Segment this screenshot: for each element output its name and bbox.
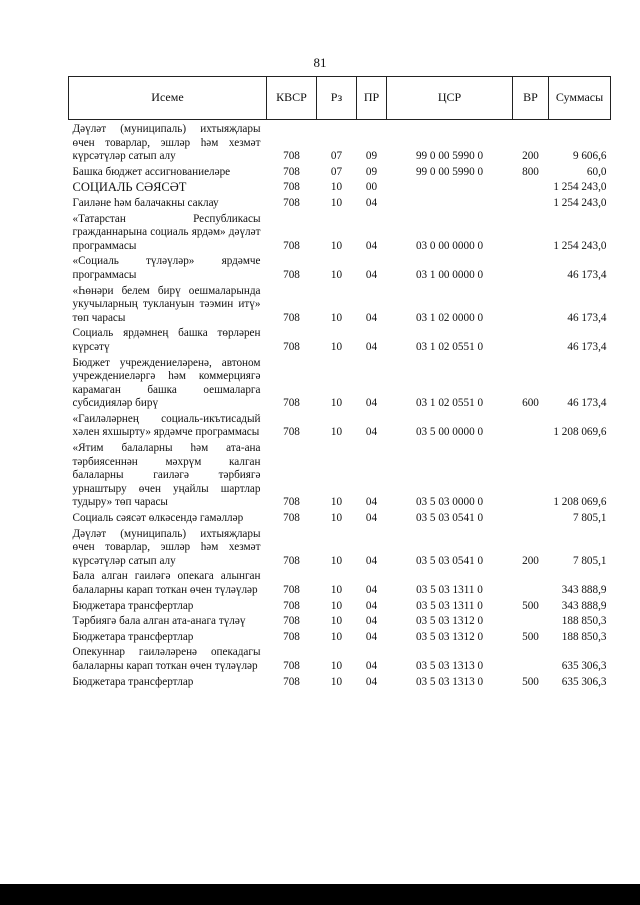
row-name: Дәүләт (муниципаль) ихтыяҗлары өчен товарлар, эшләр һәм хезмәт күрсәтүләр сатып алу: [72, 527, 261, 567]
row-csr: 03 5 03 1312 0: [415, 615, 484, 628]
row-pr: 04: [365, 268, 378, 281]
row-rz: 10: [330, 659, 343, 672]
table-row: [69, 285, 611, 328]
row-sum: 7 805,1: [572, 554, 607, 567]
row-vr: [513, 646, 549, 675]
row-vr: [513, 197, 549, 213]
row-kvsr: 708: [283, 584, 300, 596]
row-kvsr: 708: [283, 165, 300, 178]
row-sum: 1 208 069,6: [553, 496, 607, 509]
row-kvsr: 708: [283, 196, 300, 209]
row-pr: 04: [365, 659, 378, 672]
table-row: [69, 181, 611, 197]
row-sum: 46 173,4: [567, 311, 607, 324]
row-rz: 10: [330, 554, 343, 567]
row-sum: 46 173,4: [567, 397, 607, 410]
row-vr: 500: [522, 599, 539, 612]
row-name: «Социаль түләүләр» ярдәмче программасы: [72, 255, 261, 281]
row-pr: 04: [365, 584, 378, 596]
row-name: Тәрбиягә бала алган ата-анага түләү: [72, 615, 246, 628]
header-name: Исеме: [69, 77, 267, 120]
row-csr: 99 0 00 5990 0: [415, 150, 484, 163]
row-rz: 10: [330, 268, 343, 281]
table-row: [69, 255, 611, 284]
row-kvsr: 708: [283, 311, 300, 324]
row-name: «Татарстан Республикасы гражданнарына социаль ярдәм» дәүләт программасы: [72, 212, 261, 252]
row-csr: 03 5 00 0000 0: [415, 426, 484, 439]
row-pr: 00: [365, 181, 378, 194]
row-kvsr: 708: [283, 150, 300, 163]
row-pr: 04: [365, 196, 378, 209]
row-pr: 09: [365, 150, 378, 163]
row-name: «Ятим балаларны һәм ата-ана тәрбиясеннән мәхрүм калган балаларны гаиләгә тәрбиягә урнаштыру өчен уңайлы шартлар тудыру» төп чарасы: [72, 442, 261, 509]
row-name: Бала алган гаиләгә опекага алынган балаларны карап тоткан өчен түләүләр: [72, 570, 261, 596]
row-rz: 10: [330, 584, 343, 596]
row-pr: 04: [365, 615, 378, 628]
row-sum: 635 306,3: [561, 675, 607, 688]
scan-border-bottom: [0, 884, 640, 905]
row-csr: 03 5 03 1313 0: [415, 659, 484, 672]
row-sum: 60,0: [586, 165, 607, 178]
row-sum: 635 306,3: [561, 659, 607, 672]
row-rz: 10: [330, 426, 343, 439]
table-row: [69, 357, 611, 413]
row-csr: 03 0 00 0000 0: [415, 239, 484, 252]
row-vr: [513, 512, 549, 528]
row-vr: [513, 285, 549, 328]
row-vr: 200: [522, 554, 539, 567]
table-row: [69, 166, 611, 182]
table-row: [69, 512, 611, 528]
row-sum: 46 173,4: [567, 340, 607, 353]
row-pr: 04: [365, 512, 378, 525]
row-kvsr: 708: [283, 615, 300, 628]
row-csr: 03 5 03 1313 0: [415, 675, 484, 688]
table-row: [69, 631, 611, 647]
row-name: Гаиләне һәм балачакны саклау: [72, 196, 219, 209]
row-sum: 1 208 069,6: [553, 426, 607, 439]
table-row: [69, 327, 611, 356]
page-number: 81: [313, 55, 327, 70]
table-row: [69, 213, 611, 256]
header-sum: Суммасы: [549, 77, 611, 120]
row-pr: 04: [365, 496, 378, 509]
row-name: Бюджетара трансфертлар: [72, 675, 194, 688]
row-sum: 343 888,9: [561, 599, 607, 612]
row-kvsr: 708: [283, 659, 300, 672]
header-rz: Рз: [317, 77, 357, 120]
row-vr: [513, 213, 549, 256]
row-vr: [513, 327, 549, 356]
row-rz: 10: [330, 239, 343, 252]
row-rz: 10: [330, 512, 343, 525]
table-row: [69, 528, 611, 571]
table-row: [69, 442, 611, 512]
table-row: [69, 413, 611, 442]
row-name: «Гаиләләрнең социаль-икътисадый хәлен яхшырту» ярдәмче программасы: [72, 412, 261, 439]
row-csr: 03 5 03 1312 0: [415, 630, 484, 643]
row-name: Бюджет учреждениеләренә, автоном учреждениеләргә һәм коммерциягә карамаган башка оешмаларга субсидияләр бирү: [72, 356, 261, 410]
table-row: [69, 676, 611, 692]
row-sum: 343 888,9: [561, 584, 607, 596]
row-pr: 04: [365, 397, 378, 410]
row-rz: 07: [330, 150, 343, 163]
row-sum: 7 805,1: [572, 512, 607, 525]
row-name: Башка бюджет ассигнованиеләре: [72, 165, 231, 178]
row-csr: [387, 197, 513, 213]
row-csr: 03 5 03 1311 0: [416, 599, 483, 612]
row-sum: 188 850,3: [561, 615, 607, 628]
row-kvsr: 708: [283, 397, 300, 410]
row-csr: 03 1 02 0000 0: [415, 311, 484, 324]
row-vr: [513, 181, 549, 197]
row-csr: 03 1 02 0551 0: [415, 397, 484, 410]
row-vr: 200: [522, 150, 539, 163]
row-name: Дәүләт (муниципаль) ихтыяҗлары өчен товарлар, эшләр һәм хезмәт күрсәтүләр сатып алу: [72, 123, 261, 163]
row-rz: 10: [330, 496, 343, 509]
row-sum: 46 173,4: [567, 268, 607, 281]
table-row: [69, 197, 611, 213]
row-csr: 99 0 00 5990 0: [415, 165, 484, 178]
row-rz: 10: [330, 599, 343, 612]
row-csr: [387, 181, 513, 197]
row-rz: 10: [330, 311, 343, 324]
row-kvsr: 708: [283, 239, 300, 252]
table-row: [69, 615, 611, 631]
row-sum: 1 254 243,0: [553, 196, 607, 209]
row-rz: 07: [330, 165, 343, 178]
row-kvsr: 708: [283, 340, 300, 353]
row-pr: 04: [365, 340, 378, 353]
row-csr: 03 5 03 1311 0: [416, 584, 483, 596]
header-vr: ВР: [513, 77, 549, 120]
row-rz: 10: [330, 630, 343, 643]
table-row: [69, 120, 611, 166]
row-kvsr: 708: [283, 181, 300, 194]
row-vr: [513, 413, 549, 442]
row-kvsr: 708: [283, 512, 300, 525]
row-csr: 03 5 03 0000 0: [415, 496, 484, 509]
row-vr: 500: [522, 675, 539, 688]
row-kvsr: 708: [283, 630, 300, 643]
row-vr: 600: [522, 397, 539, 410]
row-kvsr: 708: [283, 268, 300, 281]
row-rz: 10: [330, 196, 343, 209]
header-pr: ПР: [357, 77, 387, 120]
table-header-row: [69, 77, 611, 120]
row-name: Опекуннар гаиләләренә опекадагы балаларны карап тоткан өчен түләүләр: [72, 646, 261, 672]
row-sum: 1 254 243,0: [553, 181, 607, 194]
row-kvsr: 708: [283, 496, 300, 509]
row-kvsr: 708: [283, 554, 300, 567]
row-csr: 03 1 02 0551 0: [415, 340, 484, 353]
row-rz: 10: [330, 181, 343, 194]
table-row: [69, 646, 611, 675]
row-pr: 04: [365, 554, 378, 567]
row-csr: 03 5 03 0541 0: [415, 512, 484, 525]
row-rz: 10: [330, 675, 343, 688]
row-name: Бюджетара трансфертлар: [72, 599, 194, 612]
row-vr: [513, 615, 549, 631]
row-pr: 04: [365, 599, 378, 612]
row-sum: 188 850,3: [561, 630, 607, 643]
table-row: [69, 600, 611, 616]
row-sum: 1 254 243,0: [553, 239, 607, 252]
budget-table: [68, 76, 611, 691]
row-pr: 04: [365, 311, 378, 324]
row-name: Социаль ярдәмнең башка төрләрен күрсәтү: [72, 327, 261, 353]
row-name: Социаль сәясәт өлкәсендә гамәлләр: [72, 512, 244, 525]
row-csr: 03 5 03 0541 0: [415, 554, 484, 567]
row-name: Бюджетара трансфертлар: [72, 630, 194, 643]
table-row: [69, 570, 611, 599]
row-pr: 09: [365, 165, 378, 178]
header-kvsr: КВСР: [267, 77, 317, 120]
row-csr: 03 1 00 0000 0: [415, 268, 484, 281]
row-name: СОЦИАЛЬ СӘЯСӘТ: [72, 180, 187, 195]
row-pr: 04: [365, 426, 378, 439]
row-sum: 9 606,6: [572, 150, 607, 163]
row-rz: 10: [330, 397, 343, 410]
row-kvsr: 708: [283, 599, 300, 612]
row-vr: [513, 255, 549, 284]
row-pr: 04: [365, 630, 378, 643]
row-vr: 500: [522, 630, 539, 643]
row-vr: 800: [522, 165, 539, 178]
row-rz: 10: [330, 615, 343, 628]
row-name: «Һөнәри белем бирү оешмаларында укучыларның туклануын тәэмин итү» төп чарасы: [72, 284, 261, 324]
row-kvsr: 708: [283, 426, 300, 439]
row-vr: [513, 570, 549, 599]
row-pr: 04: [365, 239, 378, 252]
row-pr: 04: [365, 675, 378, 688]
row-kvsr: 708: [283, 675, 300, 688]
row-vr: [513, 442, 549, 512]
header-csr: ЦСР: [387, 77, 513, 120]
row-rz: 10: [330, 340, 343, 353]
